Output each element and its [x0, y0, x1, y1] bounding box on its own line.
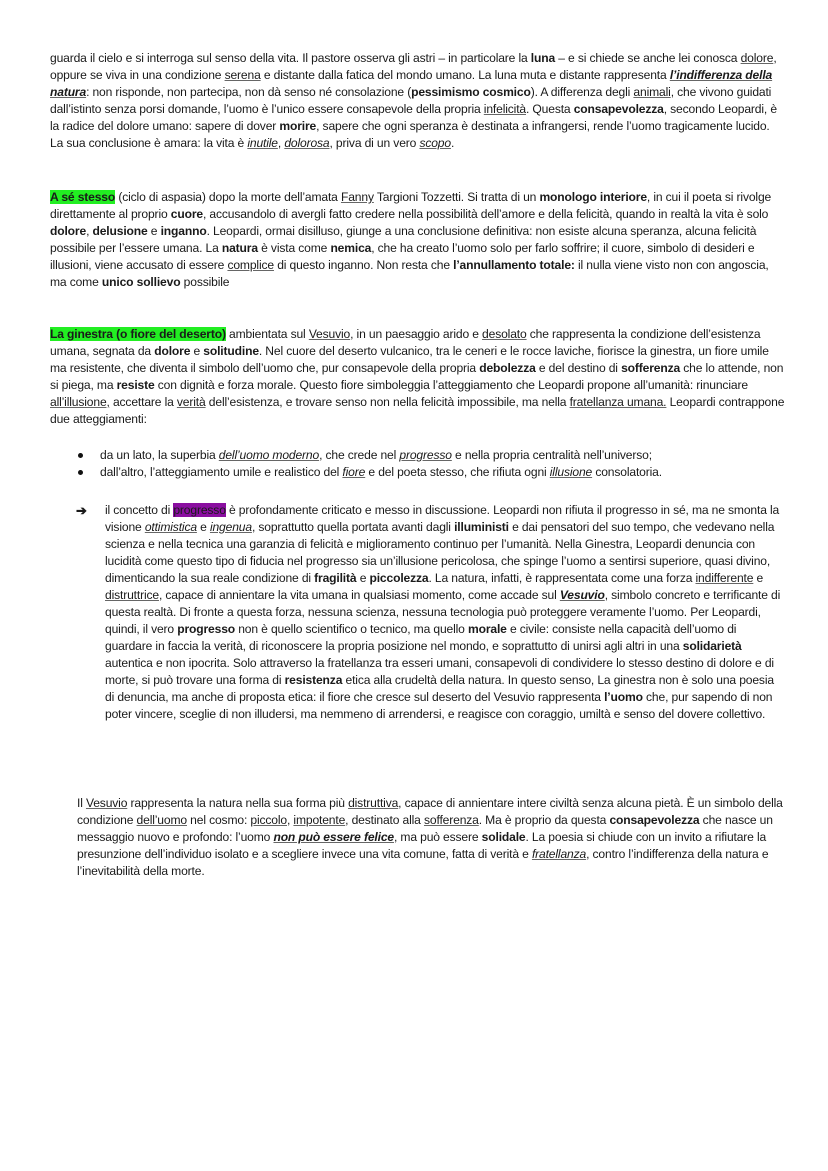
text-run: ). A differenza degli [530, 85, 634, 99]
text-run: . Nel cuore del deserto vulcanico, tra le ceneri e le rocce laviche, fiorisce la ginestra, un fiore umile ma resistente, che diventa il simbolo dell’uomo che, pur consapevole della propria [50, 344, 769, 375]
emphasized-text: illuministi [454, 520, 509, 534]
emphasized-text: solitudine [203, 344, 259, 358]
text-run: ambientata sul [225, 327, 309, 341]
emphasized-text: fratellanza [531, 847, 587, 861]
text-run: etica alla crudeltà della natura. In questo senso, La ginestra non è solo una poesia di denuncia, ma anche di proposta etica: il fiore che cresce sul deserto del Vesuvio rappresenta [105, 673, 774, 704]
text-run: rappresenta la natura nella sua forma più [127, 796, 349, 810]
emphasized-text: sofferenza [423, 813, 479, 827]
text-run: , contro l’indifferenza della natura e l’inevitabilità della morte. [77, 847, 769, 878]
emphasized-text: non può essere felice [273, 830, 394, 844]
emphasized-text: all’illusione, [50, 395, 110, 409]
text-run: : non risponde, non partecipa, non dà senso né consolazione ( [86, 85, 412, 99]
emphasized-text: dolore [154, 344, 191, 358]
emphasized-text: l’indifferenza della natura [50, 68, 773, 99]
text-run: e nella propria centralità nell’universo; [451, 448, 652, 462]
text-run: , simbolo concreto e terrificante di questa realtà. Di fronte a questa forza, nessuna scienza, nessuna tecnologia può proteggere veramente l’uomo. Per Leopardi, quindi, il vero [105, 588, 781, 636]
text-run: nel cosmo: [186, 813, 251, 827]
text-run: , che vivono guidati dall’istinto senza porsi domande, l’uomo è l’unico essere consapevole della propria [50, 85, 772, 116]
text-run: è vista come [257, 241, 331, 255]
text-run: accettare la [109, 395, 177, 409]
text-run: dall’altro, l’atteggiamento umile e realistico del [100, 465, 343, 479]
emphasized-text: natura [221, 241, 258, 255]
emphasized-text: l’annullamento totale: [453, 258, 575, 272]
emphasized-text: sofferenza [621, 361, 681, 375]
text-run: non è quello scientifico o tecnico, ma quello [235, 622, 468, 636]
text-run: . Leopardi, ormai disilluso, giunge a una conclusione definitiva: non esiste alcuna speranza, alcuna felicità possibile per l’essere umana. La [50, 224, 757, 255]
text-run: e distante dalla fatica del mondo umano. La luna muta e distante rappresenta [260, 68, 670, 82]
text-run: . La poesia si chiude con un invito a rifiutare la presunzione dell’individuo isolato e a scegliere invece una vita comune, fatta di verità e [77, 830, 767, 861]
emphasized-text: solidale [481, 830, 526, 844]
text-run: consolatoria. [592, 465, 662, 479]
highlighted-text: La ginestra (o fiore del deserto) [50, 327, 226, 341]
text-run: il concetto di [105, 503, 174, 517]
emphasized-text: cuore [170, 207, 203, 221]
paragraph-progresso [105, 502, 785, 723]
emphasized-text: indifferente [695, 571, 754, 585]
text-run: è profondamente criticato e messo in discussione. Leopardi non rifiuta il progresso in sé, ma ne smonta la visione [105, 503, 780, 534]
text-run: , in cui il poeta si rivolge direttamente al proprio [50, 190, 772, 221]
emphasized-text: illusione [549, 465, 593, 479]
emphasized-text: progresso [399, 448, 452, 462]
emphasized-text: monologo interiore [539, 190, 647, 204]
text-run: con dignità e forza morale. Questo fiore simboleggia l’atteggiamento che Leopardi propone all’umanità: rinunciare [154, 378, 748, 392]
emphasized-text: animali [633, 85, 671, 99]
text-run: e [356, 571, 370, 585]
emphasized-text: piccolezza [369, 571, 429, 585]
text-run: e [190, 344, 204, 358]
text-run: che lo attende, non si piega, ma [50, 361, 784, 392]
text-run: e [753, 571, 764, 585]
text-run: , secondo Leopardi, è la radice del dolore umano: sapere di dover [50, 102, 777, 133]
emphasized-text: ingenua [209, 520, 252, 534]
text-run: e [196, 520, 210, 534]
text-run: . La natura, infatti, è rappresentata come una forza [428, 571, 696, 585]
emphasized-text: distruttiva [348, 796, 399, 810]
text-run: autentica e non ipocrita. Solo attraverso la fratellanza tra esseri umani, consapevoli di condividere lo stesso destino di dolore e di morte, si può trovare una forma di [105, 656, 774, 687]
text-run: e civile: consiste nella capacità dell’uomo di guardare in faccia la verità, di riconoscere la propria posizione nel mondo, e soprattutto di unirsi agli altri in una [105, 622, 737, 653]
text-run: . Ma è proprio da questa [478, 813, 610, 827]
text-run: (ciclo di aspasia) dopo la morte dell’amata [115, 190, 341, 204]
emphasized-text: fragilità [314, 571, 357, 585]
emphasized-text: resiste [116, 378, 155, 392]
emphasized-text: resistenza [284, 673, 343, 687]
emphasized-text: morire [279, 119, 317, 133]
text-run: , soprattutto quella portata avanti dagli [251, 520, 455, 534]
emphasized-text: fratellanza umana. [569, 395, 667, 409]
text-run: , capace di annientare intere civiltà senza alcuna pietà. È un simbolo della condizione [77, 796, 783, 827]
text-run: – e si chiede se anche lei conosca [555, 51, 741, 65]
text-run: Targioni Tozzetti. Si tratta di un [373, 190, 540, 204]
text-run: , [286, 813, 294, 827]
emphasized-text: dolore [740, 51, 774, 65]
text-run: , priva di un vero [329, 136, 420, 150]
emphasized-text: serena [224, 68, 261, 82]
emphasized-text: nemica [330, 241, 372, 255]
text-run: , oppure se viva in una condizione [50, 51, 777, 82]
text-run: , [86, 224, 93, 238]
bullet-list [76, 447, 786, 481]
text-run: che, pur sapendo di non poter vincere, sceglie di non illudersi, ma nemmeno di arrendersi, e reagisce con coraggio, umiltà e senso del dovere collettivo. [105, 690, 773, 721]
emphasized-text: fiore [342, 465, 366, 479]
text-run: che rappresenta la condizione dell’esistenza umana, segnata da [50, 327, 761, 358]
emphasized-text: Vesuvio [85, 796, 128, 810]
emphasized-text: solidarietà [682, 639, 742, 653]
emphasized-text: morale [467, 622, 507, 636]
emphasized-text: ottimistica [144, 520, 197, 534]
emphasized-text: delusione [92, 224, 148, 238]
text-run: e del poeta stesso, che rifiuta ogni [365, 465, 550, 479]
text-run: Leopardi contrappone due atteggiamenti: [50, 395, 785, 426]
emphasized-text: impotente [293, 813, 346, 827]
text-run: di questo inganno. Non resta che [273, 258, 454, 272]
bullet-item [76, 447, 786, 464]
text-run: che nasce un messaggio nuovo e profondo: l’uomo [77, 813, 773, 844]
text-run: , capace di annientare la vita umana in qualsiasi momento, come accade sul [158, 588, 560, 602]
emphasized-text: dolore [50, 224, 87, 238]
emphasized-text: luna [530, 51, 556, 65]
emphasized-text: dolorosa [284, 136, 330, 150]
paragraph-canto-notturno [50, 50, 785, 152]
paragraph-a-se-stesso [50, 189, 785, 291]
emphasized-text: dell’uomo [136, 813, 187, 827]
text-run: , [277, 136, 285, 150]
emphasized-text: progresso [177, 622, 236, 636]
text-run: , sapere che ogni speranza è destinata a infrangersi, rende l’uomo tragicamente lucido. La sua conclusione è amara: la vita è [50, 119, 770, 150]
emphasized-text: Vesuvio [308, 327, 351, 341]
highlighted-text: progresso [173, 503, 226, 517]
emphasized-text: complice [227, 258, 274, 272]
emphasized-text: infelicità [483, 102, 526, 116]
emphasized-text: pessimismo cosmico [411, 85, 531, 99]
emphasized-text: piccolo [250, 813, 287, 827]
text-run: , in un paesaggio arido e [350, 327, 483, 341]
paragraph-la-ginestra [50, 326, 785, 428]
emphasized-text: debolezza [479, 361, 536, 375]
arrow-bullet-icon: ➔ [76, 503, 87, 518]
text-run: possibile [180, 275, 230, 289]
emphasized-text: dell’uomo moderno [218, 448, 320, 462]
bullet-item [76, 464, 786, 481]
paragraph-vesuvio [77, 795, 785, 880]
emphasized-text: inutile [247, 136, 278, 150]
text-run: , che ha creato l’uomo solo per farlo soffrire; il cuore, simbolo di desideri e illusioni, viene accusato di essere [50, 241, 755, 272]
text-run: il nulla viene visto non con angoscia, ma come [50, 258, 769, 289]
text-run: Il [77, 796, 86, 810]
text-run: , che crede nel [319, 448, 400, 462]
text-run: , ma può essere [393, 830, 482, 844]
emphasized-text: distruttrice [105, 588, 159, 602]
emphasized-text: desolato [482, 327, 527, 341]
emphasized-text: Fanny [340, 190, 374, 204]
text-run: e [147, 224, 161, 238]
text-run: e dai pensatori del suo tempo, che vedevano nella scienza e nella tecnica una garanzia di felicità e miglioramento continuo per l’umanità. Nella Ginestra, Leopardi denuncia con lucidità come questo tipo di fiducia nel progresso sia un’illusione pericolosa, che spinge l’uomo a sentirsi superiore, quasi divino, dimenticando la sua reale condizione di [105, 520, 775, 585]
text-run: e del destino di [535, 361, 622, 375]
text-run: . [450, 136, 455, 150]
text-run: da un lato, la superbia [100, 448, 219, 462]
emphasized-text: scopo [419, 136, 451, 150]
emphasized-text: Vesuvio [559, 588, 605, 602]
text-run: , destinato alla [345, 813, 424, 827]
highlighted-text: A sé stesso [50, 190, 116, 204]
text-run: . Questa [526, 102, 574, 116]
text-run: guarda il cielo e si interroga sul senso della vita. Il pastore osserva gli astri – in particolare la [50, 51, 531, 65]
emphasized-text: verità [176, 395, 206, 409]
emphasized-text: inganno [160, 224, 207, 238]
text-run: , accusandolo di avergli fatto credere nella possibilità dell’amore e della felicità, quando in realtà la vita è solo [202, 207, 769, 221]
emphasized-text: l’uomo [604, 690, 643, 704]
emphasized-text: consapevolezza [573, 102, 664, 116]
emphasized-text: unico sollievo [101, 275, 181, 289]
emphasized-text: consapevolezza [609, 813, 700, 827]
text-run: dell’esistenza, e trovare senso non nella felicità impossibile, ma nella [205, 395, 570, 409]
